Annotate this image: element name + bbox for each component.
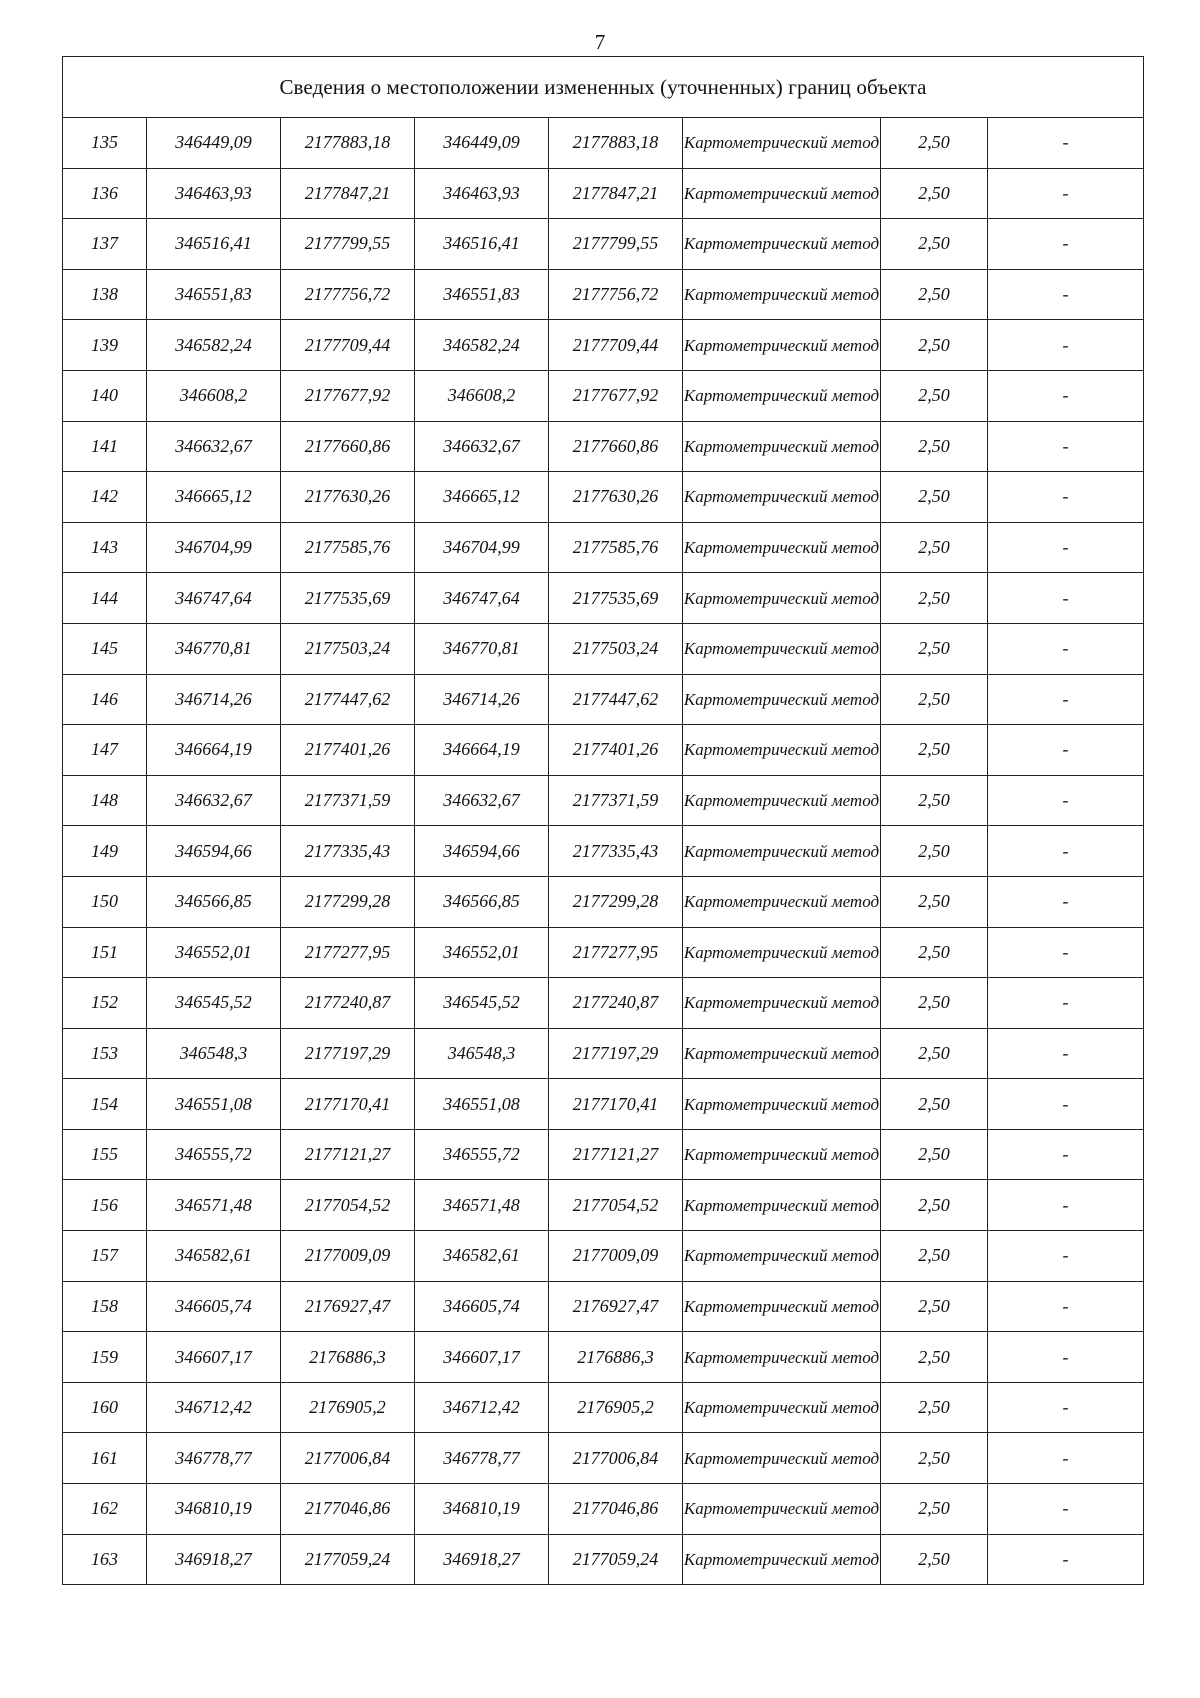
accuracy-cell: 2,50 — [881, 1382, 988, 1433]
note-cell: - — [988, 168, 1144, 219]
refined-y-cell: 2177240,87 — [549, 978, 683, 1029]
point-number-cell: 155 — [63, 1129, 147, 1180]
note-cell: - — [988, 573, 1144, 624]
accuracy-cell: 2,50 — [881, 927, 988, 978]
refined-x-cell: 346664,19 — [415, 725, 549, 776]
existing-x-cell: 346778,77 — [147, 1433, 281, 1484]
method-cell: Картометрический метод — [683, 1079, 881, 1130]
refined-y-cell: 2177535,69 — [549, 573, 683, 624]
table-row — [63, 269, 1144, 320]
accuracy-cell: 2,50 — [881, 876, 988, 927]
existing-x-cell: 346552,01 — [147, 927, 281, 978]
refined-y-cell: 2177660,86 — [549, 421, 683, 472]
table-row — [63, 1231, 1144, 1282]
point-number-cell: 148 — [63, 775, 147, 826]
existing-x-cell: 346449,09 — [147, 118, 281, 169]
existing-y-cell: 2177240,87 — [281, 978, 415, 1029]
method-cell: Картометрический метод — [683, 118, 881, 169]
point-number-cell: 142 — [63, 472, 147, 523]
accuracy-cell: 2,50 — [881, 623, 988, 674]
refined-x-cell: 346704,99 — [415, 522, 549, 573]
existing-y-cell: 2177277,95 — [281, 927, 415, 978]
existing-y-cell: 2177799,55 — [281, 219, 415, 270]
note-cell: - — [988, 978, 1144, 1029]
method-cell: Картометрический метод — [683, 522, 881, 573]
point-number-cell: 162 — [63, 1484, 147, 1535]
existing-x-cell: 346582,61 — [147, 1231, 281, 1282]
accuracy-cell: 2,50 — [881, 674, 988, 725]
accuracy-cell: 2,50 — [881, 1433, 988, 1484]
existing-x-cell: 346551,08 — [147, 1079, 281, 1130]
existing-y-cell: 2176905,2 — [281, 1382, 415, 1433]
table-row — [63, 219, 1144, 270]
refined-x-cell: 346712,42 — [415, 1382, 549, 1433]
existing-y-cell: 2177170,41 — [281, 1079, 415, 1130]
refined-x-cell: 346548,3 — [415, 1028, 549, 1079]
refined-y-cell: 2177006,84 — [549, 1433, 683, 1484]
table-title-row — [63, 57, 1144, 118]
refined-y-cell: 2177277,95 — [549, 927, 683, 978]
existing-x-cell: 346714,26 — [147, 674, 281, 725]
method-cell: Картометрический метод — [683, 826, 881, 877]
point-number-cell: 138 — [63, 269, 147, 320]
table-row — [63, 118, 1144, 169]
refined-x-cell: 346632,67 — [415, 775, 549, 826]
existing-y-cell: 2177503,24 — [281, 623, 415, 674]
table-row — [63, 674, 1144, 725]
refined-y-cell: 2177447,62 — [549, 674, 683, 725]
existing-y-cell: 2177121,27 — [281, 1129, 415, 1180]
note-cell: - — [988, 775, 1144, 826]
point-number-cell: 156 — [63, 1180, 147, 1231]
note-cell: - — [988, 219, 1144, 270]
existing-x-cell: 346551,83 — [147, 269, 281, 320]
existing-y-cell: 2177677,92 — [281, 370, 415, 421]
existing-y-cell: 2177299,28 — [281, 876, 415, 927]
accuracy-cell: 2,50 — [881, 1484, 988, 1535]
refined-y-cell: 2177503,24 — [549, 623, 683, 674]
refined-y-cell: 2177585,76 — [549, 522, 683, 573]
refined-y-cell: 2177756,72 — [549, 269, 683, 320]
existing-y-cell: 2177009,09 — [281, 1231, 415, 1282]
point-number-cell: 145 — [63, 623, 147, 674]
existing-x-cell: 346770,81 — [147, 623, 281, 674]
point-number-cell: 163 — [63, 1534, 147, 1585]
accuracy-cell: 2,50 — [881, 320, 988, 371]
table-row — [63, 927, 1144, 978]
method-cell: Картометрический метод — [683, 472, 881, 523]
accuracy-cell: 2,50 — [881, 573, 988, 624]
method-cell: Картометрический метод — [683, 370, 881, 421]
existing-x-cell: 346571,48 — [147, 1180, 281, 1231]
note-cell: - — [988, 927, 1144, 978]
table-row — [63, 1180, 1144, 1231]
point-number-cell: 149 — [63, 826, 147, 877]
table-row — [63, 421, 1144, 472]
accuracy-cell: 2,50 — [881, 978, 988, 1029]
note-cell: - — [988, 1180, 1144, 1231]
method-cell: Картометрический метод — [683, 1028, 881, 1079]
existing-x-cell: 346555,72 — [147, 1129, 281, 1180]
table-row — [63, 1534, 1144, 1585]
existing-y-cell: 2176927,47 — [281, 1281, 415, 1332]
point-number-cell: 136 — [63, 168, 147, 219]
method-cell: Картометрический метод — [683, 623, 881, 674]
table-row — [63, 775, 1144, 826]
accuracy-cell: 2,50 — [881, 522, 988, 573]
refined-y-cell: 2177847,21 — [549, 168, 683, 219]
note-cell: - — [988, 725, 1144, 776]
refined-x-cell: 346594,66 — [415, 826, 549, 877]
accuracy-cell: 2,50 — [881, 219, 988, 270]
refined-x-cell: 346582,61 — [415, 1231, 549, 1282]
refined-x-cell: 346516,41 — [415, 219, 549, 270]
table-row — [63, 1281, 1144, 1332]
refined-x-cell: 346778,77 — [415, 1433, 549, 1484]
refined-y-cell: 2176927,47 — [549, 1281, 683, 1332]
existing-y-cell: 2177709,44 — [281, 320, 415, 371]
method-cell: Картометрический метод — [683, 775, 881, 826]
existing-x-cell: 346747,64 — [147, 573, 281, 624]
point-number-cell: 135 — [63, 118, 147, 169]
existing-x-cell: 346582,24 — [147, 320, 281, 371]
point-number-cell: 152 — [63, 978, 147, 1029]
refined-x-cell: 346551,08 — [415, 1079, 549, 1130]
existing-y-cell: 2176886,3 — [281, 1332, 415, 1383]
refined-x-cell: 346555,72 — [415, 1129, 549, 1180]
note-cell: - — [988, 522, 1144, 573]
refined-y-cell: 2177046,86 — [549, 1484, 683, 1535]
refined-x-cell: 346770,81 — [415, 623, 549, 674]
existing-x-cell: 346608,2 — [147, 370, 281, 421]
method-cell: Картометрический метод — [683, 573, 881, 624]
method-cell: Картометрический метод — [683, 320, 881, 371]
table-row — [63, 978, 1144, 1029]
refined-y-cell: 2177799,55 — [549, 219, 683, 270]
existing-y-cell: 2177006,84 — [281, 1433, 415, 1484]
note-cell: - — [988, 269, 1144, 320]
method-cell: Картометрический метод — [683, 219, 881, 270]
existing-x-cell: 346632,67 — [147, 421, 281, 472]
point-number-cell: 139 — [63, 320, 147, 371]
existing-y-cell: 2177756,72 — [281, 269, 415, 320]
method-cell: Картометрический метод — [683, 269, 881, 320]
existing-x-cell: 346594,66 — [147, 826, 281, 877]
refined-y-cell: 2177630,26 — [549, 472, 683, 523]
note-cell: - — [988, 1129, 1144, 1180]
accuracy-cell: 2,50 — [881, 775, 988, 826]
refined-x-cell: 346552,01 — [415, 927, 549, 978]
method-cell: Картометрический метод — [683, 168, 881, 219]
accuracy-cell: 2,50 — [881, 1129, 988, 1180]
existing-x-cell: 346516,41 — [147, 219, 281, 270]
point-number-cell: 147 — [63, 725, 147, 776]
accuracy-cell: 2,50 — [881, 421, 988, 472]
point-number-cell: 144 — [63, 573, 147, 624]
note-cell: - — [988, 623, 1144, 674]
accuracy-cell: 2,50 — [881, 472, 988, 523]
method-cell: Картометрический метод — [683, 1484, 881, 1535]
accuracy-cell: 2,50 — [881, 1180, 988, 1231]
table-row — [63, 320, 1144, 371]
point-number-cell: 141 — [63, 421, 147, 472]
refined-y-cell: 2177401,26 — [549, 725, 683, 776]
table-row — [63, 1079, 1144, 1130]
method-cell: Картометрический метод — [683, 1382, 881, 1433]
existing-y-cell: 2177059,24 — [281, 1534, 415, 1585]
method-cell: Картометрический метод — [683, 978, 881, 1029]
refined-y-cell: 2176905,2 — [549, 1382, 683, 1433]
method-cell: Картометрический метод — [683, 1433, 881, 1484]
table-row — [63, 623, 1144, 674]
note-cell: - — [988, 1231, 1144, 1282]
point-number-cell: 158 — [63, 1281, 147, 1332]
table-row — [63, 1028, 1144, 1079]
method-cell: Картометрический метод — [683, 1534, 881, 1585]
existing-x-cell: 346607,17 — [147, 1332, 281, 1383]
existing-y-cell: 2177054,52 — [281, 1180, 415, 1231]
existing-x-cell: 346545,52 — [147, 978, 281, 1029]
note-cell: - — [988, 674, 1144, 725]
method-cell: Картометрический метод — [683, 1129, 881, 1180]
method-cell: Картометрический метод — [683, 725, 881, 776]
existing-y-cell: 2177335,43 — [281, 826, 415, 877]
refined-x-cell: 346582,24 — [415, 320, 549, 371]
existing-y-cell: 2177630,26 — [281, 472, 415, 523]
accuracy-cell: 2,50 — [881, 1281, 988, 1332]
table-row — [63, 1484, 1144, 1535]
boundary-coordinates-table — [62, 56, 1144, 1585]
note-cell: - — [988, 1079, 1144, 1130]
existing-x-cell: 346810,19 — [147, 1484, 281, 1535]
table-row — [63, 725, 1144, 776]
table-row — [63, 1382, 1144, 1433]
method-cell: Картометрический метод — [683, 1281, 881, 1332]
accuracy-cell: 2,50 — [881, 1028, 988, 1079]
point-number-cell: 140 — [63, 370, 147, 421]
existing-y-cell: 2177847,21 — [281, 168, 415, 219]
note-cell: - — [988, 118, 1144, 169]
existing-y-cell: 2177371,59 — [281, 775, 415, 826]
accuracy-cell: 2,50 — [881, 1079, 988, 1130]
existing-x-cell: 346566,85 — [147, 876, 281, 927]
method-cell: Картометрический метод — [683, 1180, 881, 1231]
refined-x-cell: 346571,48 — [415, 1180, 549, 1231]
existing-x-cell: 346605,74 — [147, 1281, 281, 1332]
refined-x-cell: 346449,09 — [415, 118, 549, 169]
note-cell: - — [988, 1332, 1144, 1383]
refined-y-cell: 2177059,24 — [549, 1534, 683, 1585]
refined-y-cell: 2176886,3 — [549, 1332, 683, 1383]
refined-x-cell: 346918,27 — [415, 1534, 549, 1585]
table-row — [63, 168, 1144, 219]
method-cell: Картометрический метод — [683, 1332, 881, 1383]
note-cell: - — [988, 826, 1144, 877]
note-cell: - — [988, 320, 1144, 371]
note-cell: - — [988, 421, 1144, 472]
accuracy-cell: 2,50 — [881, 118, 988, 169]
note-cell: - — [988, 1433, 1144, 1484]
refined-y-cell: 2177121,27 — [549, 1129, 683, 1180]
refined-x-cell: 346545,52 — [415, 978, 549, 1029]
refined-y-cell: 2177009,09 — [549, 1231, 683, 1282]
accuracy-cell: 2,50 — [881, 269, 988, 320]
refined-x-cell: 346632,67 — [415, 421, 549, 472]
refined-y-cell: 2177054,52 — [549, 1180, 683, 1231]
table-row — [63, 573, 1144, 624]
existing-x-cell: 346704,99 — [147, 522, 281, 573]
refined-y-cell: 2177883,18 — [549, 118, 683, 169]
point-number-cell: 153 — [63, 1028, 147, 1079]
refined-x-cell: 346607,17 — [415, 1332, 549, 1383]
point-number-cell: 146 — [63, 674, 147, 725]
accuracy-cell: 2,50 — [881, 370, 988, 421]
note-cell: - — [988, 1534, 1144, 1585]
point-number-cell: 159 — [63, 1332, 147, 1383]
refined-x-cell: 346810,19 — [415, 1484, 549, 1535]
point-number-cell: 143 — [63, 522, 147, 573]
refined-y-cell: 2177371,59 — [549, 775, 683, 826]
existing-y-cell: 2177883,18 — [281, 118, 415, 169]
table-row — [63, 1433, 1144, 1484]
accuracy-cell: 2,50 — [881, 1332, 988, 1383]
existing-y-cell: 2177535,69 — [281, 573, 415, 624]
existing-y-cell: 2177660,86 — [281, 421, 415, 472]
existing-x-cell: 346548,3 — [147, 1028, 281, 1079]
point-number-cell: 161 — [63, 1433, 147, 1484]
note-cell: - — [988, 472, 1144, 523]
table-row — [63, 826, 1144, 877]
note-cell: - — [988, 1382, 1144, 1433]
refined-x-cell: 346551,83 — [415, 269, 549, 320]
table-row — [63, 876, 1144, 927]
accuracy-cell: 2,50 — [881, 725, 988, 776]
existing-x-cell: 346664,19 — [147, 725, 281, 776]
note-cell: - — [988, 876, 1144, 927]
existing-y-cell: 2177585,76 — [281, 522, 415, 573]
refined-x-cell: 346665,12 — [415, 472, 549, 523]
point-number-cell: 137 — [63, 219, 147, 270]
refined-y-cell: 2177677,92 — [549, 370, 683, 421]
refined-x-cell: 346608,2 — [415, 370, 549, 421]
note-cell: - — [988, 1028, 1144, 1079]
point-number-cell: 160 — [63, 1382, 147, 1433]
existing-y-cell: 2177447,62 — [281, 674, 415, 725]
refined-y-cell: 2177335,43 — [549, 826, 683, 877]
refined-x-cell: 346566,85 — [415, 876, 549, 927]
refined-x-cell: 346463,93 — [415, 168, 549, 219]
table-body — [63, 118, 1144, 1585]
existing-x-cell: 346632,67 — [147, 775, 281, 826]
table-row — [63, 1129, 1144, 1180]
table-row — [63, 1332, 1144, 1383]
refined-x-cell: 346714,26 — [415, 674, 549, 725]
existing-y-cell: 2177197,29 — [281, 1028, 415, 1079]
existing-y-cell: 2177401,26 — [281, 725, 415, 776]
note-cell: - — [988, 1484, 1144, 1535]
existing-y-cell: 2177046,86 — [281, 1484, 415, 1535]
existing-x-cell: 346918,27 — [147, 1534, 281, 1585]
note-cell: - — [988, 1281, 1144, 1332]
accuracy-cell: 2,50 — [881, 826, 988, 877]
method-cell: Картометрический метод — [683, 674, 881, 725]
refined-x-cell: 346747,64 — [415, 573, 549, 624]
accuracy-cell: 2,50 — [881, 1534, 988, 1585]
method-cell: Картометрический метод — [683, 876, 881, 927]
point-number-cell: 150 — [63, 876, 147, 927]
accuracy-cell: 2,50 — [881, 1231, 988, 1282]
method-cell: Картометрический метод — [683, 421, 881, 472]
page-number: 7 — [594, 30, 606, 54]
method-cell: Картометрический метод — [683, 927, 881, 978]
existing-x-cell: 346712,42 — [147, 1382, 281, 1433]
existing-x-cell: 346463,93 — [147, 168, 281, 219]
refined-y-cell: 2177709,44 — [549, 320, 683, 371]
table-row — [63, 472, 1144, 523]
existing-x-cell: 346665,12 — [147, 472, 281, 523]
point-number-cell: 151 — [63, 927, 147, 978]
method-cell: Картометрический метод — [683, 1231, 881, 1282]
refined-y-cell: 2177197,29 — [549, 1028, 683, 1079]
refined-y-cell: 2177170,41 — [549, 1079, 683, 1130]
table-row — [63, 370, 1144, 421]
point-number-cell: 157 — [63, 1231, 147, 1282]
refined-y-cell: 2177299,28 — [549, 876, 683, 927]
accuracy-cell: 2,50 — [881, 168, 988, 219]
table-title: Сведения о местоположении измененных (уточненных) границ объекта — [63, 57, 1144, 118]
note-cell: - — [988, 370, 1144, 421]
point-number-cell: 154 — [63, 1079, 147, 1130]
table-row — [63, 522, 1144, 573]
refined-x-cell: 346605,74 — [415, 1281, 549, 1332]
